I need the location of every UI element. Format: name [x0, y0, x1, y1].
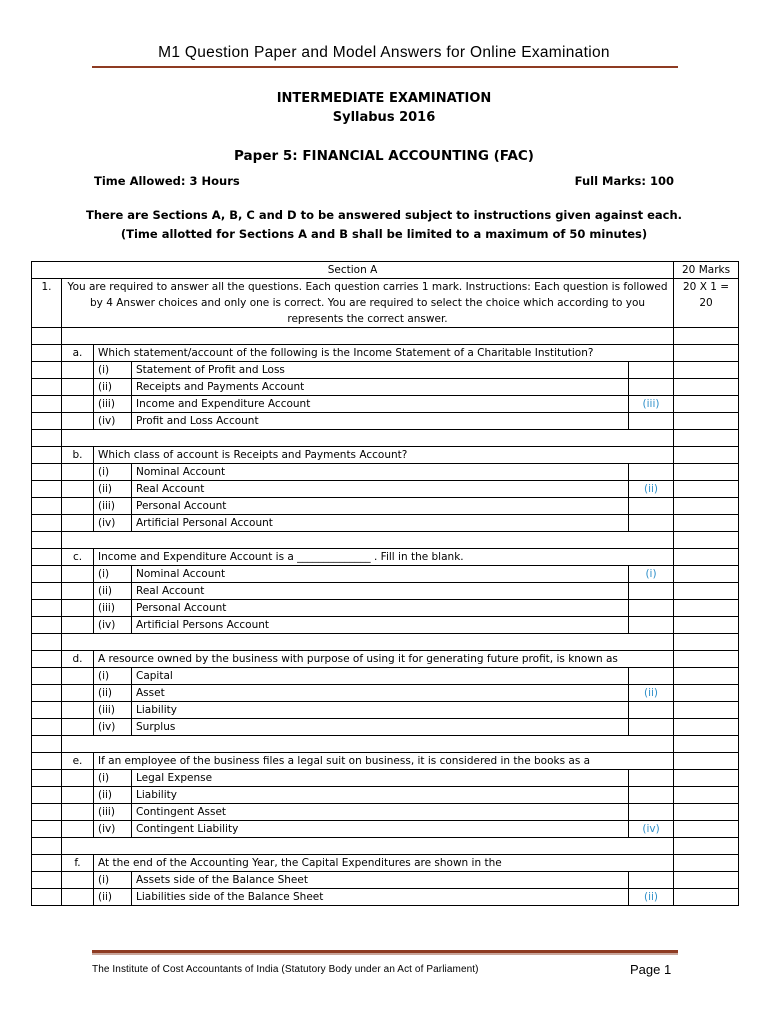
blank-cell: [674, 736, 739, 753]
option-row: [32, 889, 739, 906]
question-row: [32, 753, 739, 770]
option-number: (ii): [94, 583, 132, 600]
option-text: Profit and Loss Account: [132, 413, 629, 430]
option-text: Artificial Personal Account: [132, 515, 629, 532]
answer-cell: [629, 804, 674, 821]
full-marks: Full Marks: 100: [574, 174, 674, 188]
option-text: Asset: [132, 685, 629, 702]
answer-cell: [629, 770, 674, 787]
option-number: (ii): [94, 889, 132, 906]
blank-cell: [674, 532, 739, 549]
option-row: [32, 379, 739, 396]
question-label: c.: [62, 549, 94, 566]
spacer-row: [32, 328, 739, 345]
answer-cell: [629, 617, 674, 634]
footer-rule: [92, 950, 678, 953]
question-row: [32, 855, 739, 872]
blank-cell: [32, 532, 62, 549]
option-text: Legal Expense: [132, 770, 629, 787]
option-text: Liabilities side of the Balance Sheet: [132, 889, 629, 906]
option-row: [32, 821, 739, 838]
question-label: a.: [62, 345, 94, 362]
blank-cell: [32, 634, 62, 651]
option-number: (ii): [94, 481, 132, 498]
option-text: Nominal Account: [132, 566, 629, 583]
option-row: [32, 804, 739, 821]
option-number: (iv): [94, 515, 132, 532]
question-text: A resource owned by the business with purpose of using it for generating future profit, is known as: [94, 651, 674, 668]
question-label: f.: [62, 855, 94, 872]
option-text: Real Account: [132, 481, 629, 498]
option-row: [32, 464, 739, 481]
blank-cell: [674, 430, 739, 447]
option-row: [32, 617, 739, 634]
time-marks-row: [94, 174, 674, 188]
paper-title: Paper 5: FINANCIAL ACCOUNTING (FAC): [234, 148, 534, 164]
spacer-row: [32, 430, 739, 447]
blank-cell: [32, 430, 62, 447]
blank-cell: [32, 328, 62, 345]
answer-cell: [629, 583, 674, 600]
blank-cell: [62, 736, 674, 753]
question-marks: 20 X 1 = 20: [674, 279, 739, 328]
answer-cell: [629, 668, 674, 685]
answer-cell: [629, 600, 674, 617]
option-text: Income and Expenditure Account: [132, 396, 629, 413]
blank-cell: [62, 328, 674, 345]
question-table: [31, 261, 739, 906]
option-text: Liability: [132, 787, 629, 804]
question-text: Which statement/account of the following is the Income Statement of a Charitable Institution?: [94, 345, 674, 362]
question-number: 1.: [32, 279, 62, 328]
option-number: (iv): [94, 719, 132, 736]
option-text: Assets side of the Balance Sheet: [132, 872, 629, 889]
option-row: [32, 668, 739, 685]
correct-answer: (iii): [629, 396, 674, 413]
option-text: Personal Account: [132, 600, 629, 617]
blank-cell: [62, 838, 674, 855]
question-label: d.: [62, 651, 94, 668]
running-header: M1 Question Paper and Model Answers for Online Examination: [158, 44, 610, 61]
question-row: [32, 651, 739, 668]
option-number: (iv): [94, 413, 132, 430]
option-number: (iv): [94, 821, 132, 838]
section-header-row: [32, 262, 739, 279]
option-number: (iii): [94, 498, 132, 515]
time-allowed: Time Allowed: 3 Hours: [94, 174, 240, 188]
blank-cell: [32, 736, 62, 753]
option-row: [32, 396, 739, 413]
correct-answer: (i): [629, 566, 674, 583]
option-text: Real Account: [132, 583, 629, 600]
section-name: Section A: [32, 262, 674, 279]
spacer-row: [32, 736, 739, 753]
option-row: [32, 583, 739, 600]
blank-cell: [674, 634, 739, 651]
option-row: [32, 702, 739, 719]
header-rule: [92, 66, 678, 68]
question-label: e.: [62, 753, 94, 770]
correct-answer: (ii): [629, 685, 674, 702]
option-text: Surplus: [132, 719, 629, 736]
page-number: Page 1: [630, 962, 672, 977]
option-row: [32, 413, 739, 430]
option-text: Receipts and Payments Account: [132, 379, 629, 396]
option-number: (iii): [94, 804, 132, 821]
option-text: Contingent Asset: [132, 804, 629, 821]
correct-answer: (ii): [629, 481, 674, 498]
footer-institute: The Institute of Cost Accountants of India (Statutory Body under an Act of Parliament): [92, 964, 479, 975]
answer-cell: [629, 413, 674, 430]
section-marks: 20 Marks: [674, 262, 739, 279]
option-number: (i): [94, 362, 132, 379]
sections-instruction: There are Sections A, B, C and D to be answered subject to instructions given against each.: [85, 208, 683, 222]
question-text: If an employee of the business files a legal suit on business, it is considered in the books as a: [94, 753, 674, 770]
option-number: (iv): [94, 617, 132, 634]
blank-cell: [674, 838, 739, 855]
exam-title: INTERMEDIATE EXAMINATION: [276, 91, 492, 106]
option-text: Capital: [132, 668, 629, 685]
option-number: (ii): [94, 787, 132, 804]
option-row: [32, 787, 739, 804]
option-number: (ii): [94, 379, 132, 396]
answer-cell: [629, 515, 674, 532]
correct-answer: (iv): [629, 821, 674, 838]
option-row: [32, 685, 739, 702]
blank-cell: [62, 430, 674, 447]
option-number: (i): [94, 770, 132, 787]
answer-cell: [629, 702, 674, 719]
option-row: [32, 719, 739, 736]
option-text: Artificial Persons Account: [132, 617, 629, 634]
option-number: (i): [94, 464, 132, 481]
spacer-row: [32, 838, 739, 855]
option-number: (i): [94, 566, 132, 583]
spacer-row: [32, 532, 739, 549]
option-number: (iii): [94, 396, 132, 413]
option-number: (i): [94, 668, 132, 685]
option-number: (iii): [94, 600, 132, 617]
option-row: [32, 600, 739, 617]
answer-cell: [629, 872, 674, 889]
question-row: [32, 345, 739, 362]
question-label: b.: [62, 447, 94, 464]
blank-cell: [62, 634, 674, 651]
syllabus-title: Syllabus 2016: [332, 110, 436, 125]
option-row: [32, 498, 739, 515]
option-number: (ii): [94, 685, 132, 702]
option-row: [32, 362, 739, 379]
option-text: Nominal Account: [132, 464, 629, 481]
question-text: Which class of account is Receipts and Payments Account?: [94, 447, 674, 464]
question-text: At the end of the Accounting Year, the Capital Expenditures are shown in the: [94, 855, 674, 872]
blank-cell: [32, 838, 62, 855]
option-row: [32, 515, 739, 532]
correct-answer: (ii): [629, 889, 674, 906]
spacer-row: [32, 634, 739, 651]
option-row: [32, 481, 739, 498]
question-row: [32, 549, 739, 566]
option-row: [32, 872, 739, 889]
answer-cell: [629, 787, 674, 804]
answer-cell: [629, 719, 674, 736]
option-text: Statement of Profit and Loss: [132, 362, 629, 379]
question-text: Income and Expenditure Account is a ______________ . Fill in the blank.: [94, 549, 674, 566]
blank-cell: [62, 532, 674, 549]
blank-cell: [674, 328, 739, 345]
question-instruction-row: [32, 279, 739, 328]
answer-cell: [629, 362, 674, 379]
option-row: [32, 566, 739, 583]
time-limit-instruction: (Time allotted for Sections A and B shall be limited to a maximum of 50 minutes): [120, 227, 648, 241]
answer-cell: [629, 498, 674, 515]
option-number: (iii): [94, 702, 132, 719]
option-text: Personal Account: [132, 498, 629, 515]
answer-cell: [629, 379, 674, 396]
question-row: [32, 447, 739, 464]
option-text: Liability: [132, 702, 629, 719]
option-number: (i): [94, 872, 132, 889]
question-instruction: You are required to answer all the questions. Each question carries 1 mark. Instructions: Each question is followed by 4 Answer choices and only one is correct. You are required to select the choice which according to you represents the correct answer.: [62, 279, 674, 328]
option-row: [32, 770, 739, 787]
option-text: Contingent Liability: [132, 821, 629, 838]
answer-cell: [629, 464, 674, 481]
